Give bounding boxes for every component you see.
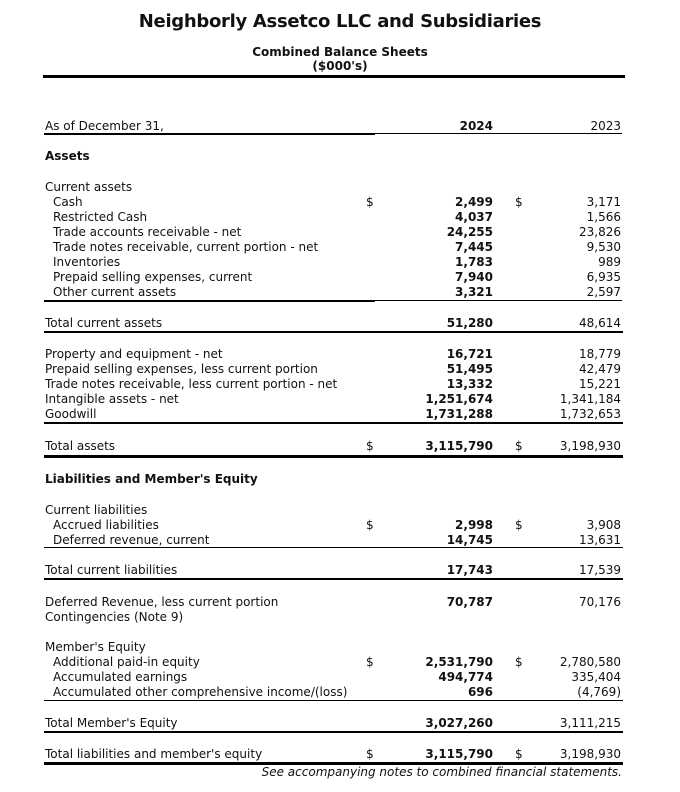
value-2024: 3,027,260 (425, 716, 493, 730)
line-item-row (0, 195, 680, 210)
subtotal-rule (375, 300, 622, 301)
dollar-sign: $ (366, 439, 374, 453)
current-liabilities-heading-row (0, 503, 680, 518)
line-item-row (0, 362, 680, 377)
statement-name: Combined Balance Sheets (252, 45, 428, 59)
value-2023: 1,732,653 (559, 407, 621, 421)
dollar-sign: $ (515, 439, 523, 453)
value-2024: 1,731,288 (425, 407, 493, 421)
total-current-liabilities-row (0, 563, 680, 578)
line-item-label: Other current assets (53, 285, 177, 299)
total-current-assets-row (0, 316, 680, 331)
member-equity-heading-row (0, 640, 680, 655)
value-2023: 17,539 (579, 563, 621, 577)
contingencies-row (0, 610, 680, 625)
line-item-row (0, 407, 680, 422)
value-2024: 17,743 (446, 563, 493, 577)
statement-subtitle (0, 45, 680, 73)
value-2023: 1,566 (586, 210, 621, 224)
value-2023: 2,597 (586, 285, 621, 299)
total-member-equity-row (0, 716, 680, 731)
value-2024: 3,321 (455, 285, 493, 299)
value-2024: 13,332 (446, 377, 493, 391)
current-liabilities-heading: Current liabilities (45, 503, 148, 517)
total-label: Total current liabilities (45, 563, 178, 577)
value-2023: (4,769) (577, 685, 621, 699)
value-2023: 6,935 (586, 270, 621, 284)
line-item-label: Additional paid-in equity (53, 655, 200, 669)
line-item-row (0, 685, 680, 700)
total-liabilities-equity-row (0, 747, 680, 762)
value-2024: 696 (467, 685, 493, 699)
line-item-label: Inventories (53, 255, 121, 269)
member-equity-heading: Member's Equity (45, 640, 146, 654)
subtotal-rule (44, 700, 623, 701)
column-header-2023: 2023 (590, 119, 621, 133)
line-item-row (0, 270, 680, 285)
total-label: Total Member's Equity (45, 716, 178, 730)
dollar-sign: $ (366, 195, 374, 209)
current-assets-heading-row (0, 180, 680, 195)
line-item-row (0, 377, 680, 392)
line-item-label: Trade notes receivable, less current portion - net (45, 377, 338, 391)
liabilities-heading-row (0, 472, 680, 487)
value-2024: 4,037 (455, 210, 493, 224)
statement-units: ($000's) (312, 59, 368, 73)
total-rule (44, 331, 375, 333)
total-label: Total liabilities and member's equity (45, 747, 263, 761)
value-2024: 2,499 (455, 195, 493, 209)
line-item-row (0, 255, 680, 270)
value-2023: 70,176 (579, 595, 621, 609)
value-2024: 3,115,790 (425, 747, 493, 761)
line-item-row (0, 533, 680, 548)
line-item-label: Restricted Cash (53, 210, 148, 224)
line-item-row (0, 285, 680, 300)
column-header-2024: 2024 (459, 119, 493, 133)
line-item-row (0, 392, 680, 407)
value-2024: 16,721 (446, 347, 493, 361)
column-header-rule-left (44, 133, 375, 135)
value-2023: 42,479 (579, 362, 621, 376)
total-rule (500, 578, 623, 580)
value-2023: 15,221 (579, 377, 621, 391)
line-item-label: Deferred Revenue, less current portion (45, 595, 279, 609)
value-2023: 9,530 (586, 240, 621, 254)
value-2023: 3,171 (586, 195, 621, 209)
dollar-sign: $ (366, 747, 374, 761)
value-2024: 2,531,790 (425, 655, 493, 669)
value-2024: 7,445 (455, 240, 493, 254)
line-item-label: Goodwill (45, 407, 97, 421)
value-2023: 3,198,930 (559, 439, 621, 453)
dollar-sign: $ (515, 195, 523, 209)
value-2023: 18,779 (579, 347, 621, 361)
value-2024: 51,280 (446, 316, 493, 330)
total-rule (500, 331, 623, 333)
line-item-row (0, 240, 680, 255)
dollar-sign: $ (366, 518, 374, 532)
total-rule (500, 731, 623, 733)
line-item-label: Accumulated other comprehensive income/(loss) (53, 685, 348, 699)
company-title: Neighborly Assetco LLC and Subsidiaries (138, 11, 542, 32)
total-assets-row (0, 439, 680, 454)
dollar-sign: $ (515, 518, 523, 532)
line-item-label: Deferred revenue, current (53, 533, 210, 547)
dollar-sign: $ (515, 747, 523, 761)
value-2023: 2,780,580 (559, 655, 621, 669)
line-item-label: Trade accounts receivable - net (53, 225, 242, 239)
value-2024: 70,787 (446, 595, 493, 609)
line-item-label: Accrued liabilities (53, 518, 159, 532)
subtotal-rule (44, 547, 623, 548)
value-2024: 494,774 (438, 670, 493, 684)
value-2024: 14,745 (446, 533, 493, 547)
total-rule (375, 331, 500, 333)
dollar-sign: $ (515, 655, 523, 669)
subtotal-rule (44, 422, 623, 424)
value-2023: 1,341,184 (559, 392, 621, 406)
total-rule (44, 731, 375, 733)
assets-heading-row (0, 149, 680, 164)
value-2024: 1,251,674 (425, 392, 493, 406)
value-2023: 989 (598, 255, 621, 269)
value-2024: 2,998 (455, 518, 493, 532)
value-2024: 3,115,790 (425, 439, 493, 453)
line-item-row (0, 210, 680, 225)
column-header-rule-right (375, 133, 622, 134)
line-item-label: Intangible assets - net (45, 392, 179, 406)
value-2023: 13,631 (579, 533, 621, 547)
total-label: Total current assets (45, 316, 163, 330)
total-rule (375, 578, 500, 580)
dollar-sign: $ (366, 655, 374, 669)
value-2023: 3,198,930 (559, 747, 621, 761)
liabilities-heading: Liabilities and Member's Equity (45, 472, 258, 486)
value-2024: 1,783 (455, 255, 493, 269)
column-header-label: As of December 31, (45, 119, 164, 133)
current-assets-heading: Current assets (45, 180, 133, 194)
total-rule (375, 731, 500, 733)
value-2024: 7,940 (455, 270, 493, 284)
assets-heading: Assets (45, 149, 90, 163)
column-header-row (0, 119, 680, 134)
line-item-label: Trade notes receivable, current portion - net (53, 240, 319, 254)
line-item-label: Prepaid selling expenses, less current portion (45, 362, 318, 376)
value-2023: 335,404 (571, 670, 621, 684)
value-2023: 48,614 (579, 316, 621, 330)
line-item-row (0, 347, 680, 362)
line-item-label: Prepaid selling expenses, current (53, 270, 253, 284)
double-total-rule (44, 455, 623, 458)
value-2023: 3,908 (586, 518, 621, 532)
line-item-row (0, 518, 680, 533)
line-item-label: Property and equipment - net (45, 347, 223, 361)
value-2023: 3,111,215 (559, 716, 621, 730)
footnote: See accompanying notes to combined financial statements. (261, 765, 622, 779)
line-item-row (0, 655, 680, 670)
line-item-label: Accumulated earnings (53, 670, 188, 684)
deferred-revenue-noncurrent-row (0, 595, 680, 610)
contingencies-label: Contingencies (Note 9) (45, 610, 184, 624)
value-2024: 24,255 (446, 225, 493, 239)
line-item-label: Cash (53, 195, 83, 209)
value-2024: 51,495 (446, 362, 493, 376)
line-item-row (0, 670, 680, 685)
header-divider (43, 75, 625, 78)
line-item-row (0, 225, 680, 240)
total-label: Total assets (45, 439, 116, 453)
subtotal-rule (44, 300, 375, 302)
total-rule (44, 578, 375, 580)
value-2023: 23,826 (579, 225, 621, 239)
